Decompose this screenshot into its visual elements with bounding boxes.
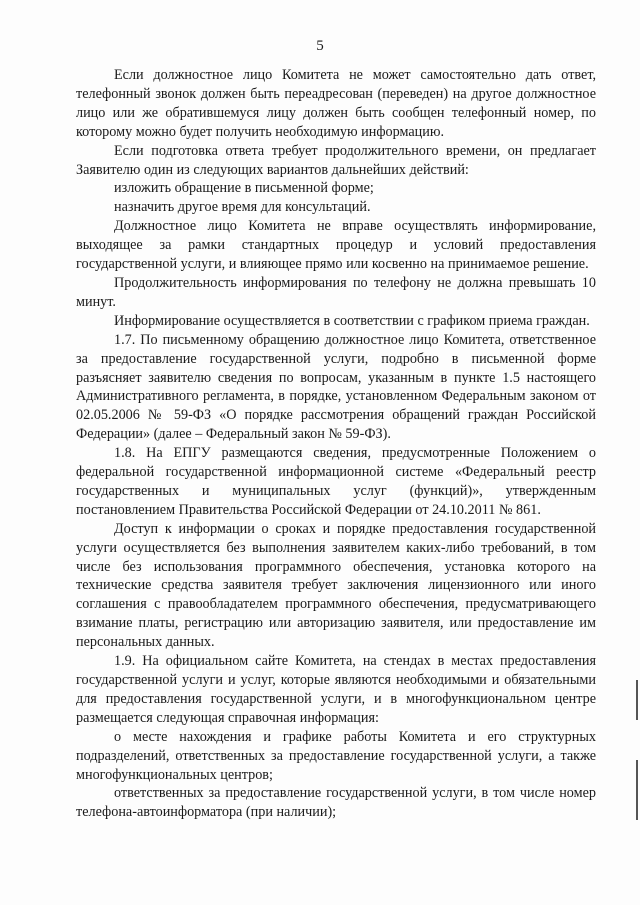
document-body — [76, 66, 596, 822]
paragraph: назначить другое время для консультаций. — [114, 199, 371, 216]
paragraph: 1.9. На официальном сайте Комитета, на стендах в местах предоставления государственной услуги и услуг, которые являются необходимыми и обязательными для предоставления государственной услуги, и в многофункциональном центре размещается следующая справочная информация: — [76, 653, 596, 726]
paragraph: Если должностное лицо Комитета не может самостоятельно дать ответ, телефонный звонок должен быть переадресован (переведен) на другое должностное лицо или же обратившемуся лицу должен быть сообщен телефонный номер, по которому можно будет получить необходимую информацию. — [76, 67, 596, 140]
paragraph: Доступ к информации о сроках и порядке предоставления государственной услуги осуществляется без выполнения заявителем каких-либо требований, в том числе без использования программного обеспечения, установка которого на технические средства заявителя требует заключения лицензионного или иного соглашения с правообладателем программного обеспечения, предусматривающего взимание платы, регистрацию или авторизацию заявителя, или предоставление им персональных данных. — [76, 520, 596, 651]
paragraph: изложить обращение в письменной форме; — [114, 180, 374, 197]
scan-edge-mark — [636, 760, 638, 820]
paragraph: Должностное лицо Комитета не вправе осуществлять информирование, выходящее за рамки стандартных процедур и условий предоставления государственной услуги, и влияющее прямо или косвенно на принимаемое решение. — [76, 218, 596, 273]
page-number: 5 — [316, 38, 324, 54]
paragraph: ответственных за предоставление государственной услуги, в том числе номер телефона-автоинформатора (при наличии); — [76, 785, 596, 821]
paragraph: о месте нахождения и графике работы Комитета и его структурных подразделений, ответственных за предоставление государственной услуги, а также многофункциональных центров; — [76, 728, 596, 783]
paragraph: Продолжительность информирования по телефону не должна превышать 10 минут. — [76, 274, 596, 310]
scan-edge-mark — [636, 680, 638, 720]
paragraph: 1.8. На ЕПГУ размещаются сведения, предусмотренные Положением о федеральной государственной информационной системе «Федеральный реестр государственных и муниципальных услуг (функций)», утвержденным постановлением Правительства Российской Федерации от 24.10.2011 № 861. — [76, 445, 596, 518]
paragraph: 1.7. По письменному обращению должностное лицо Комитета, ответственное за предоставление государственной услуги, подробно в письменной форме разъясняет заявителю сведения по вопросам, указанным в пункте 1.5 настоящего Административного регламента, в порядке, установленном Федеральным законом от 02.05.2006 № 59-ФЗ «О порядке рассмотрения обращений граждан Российской Федерации» (далее – Федеральный закон № 59-ФЗ). — [76, 331, 596, 443]
paragraph: Информирование осуществляется в соответствии с графиком приема граждан. — [114, 312, 590, 329]
paragraph: Если подготовка ответа требует продолжительного времени, он предлагает Заявителю один из следующих вариантов дальнейших действий: — [76, 142, 596, 178]
